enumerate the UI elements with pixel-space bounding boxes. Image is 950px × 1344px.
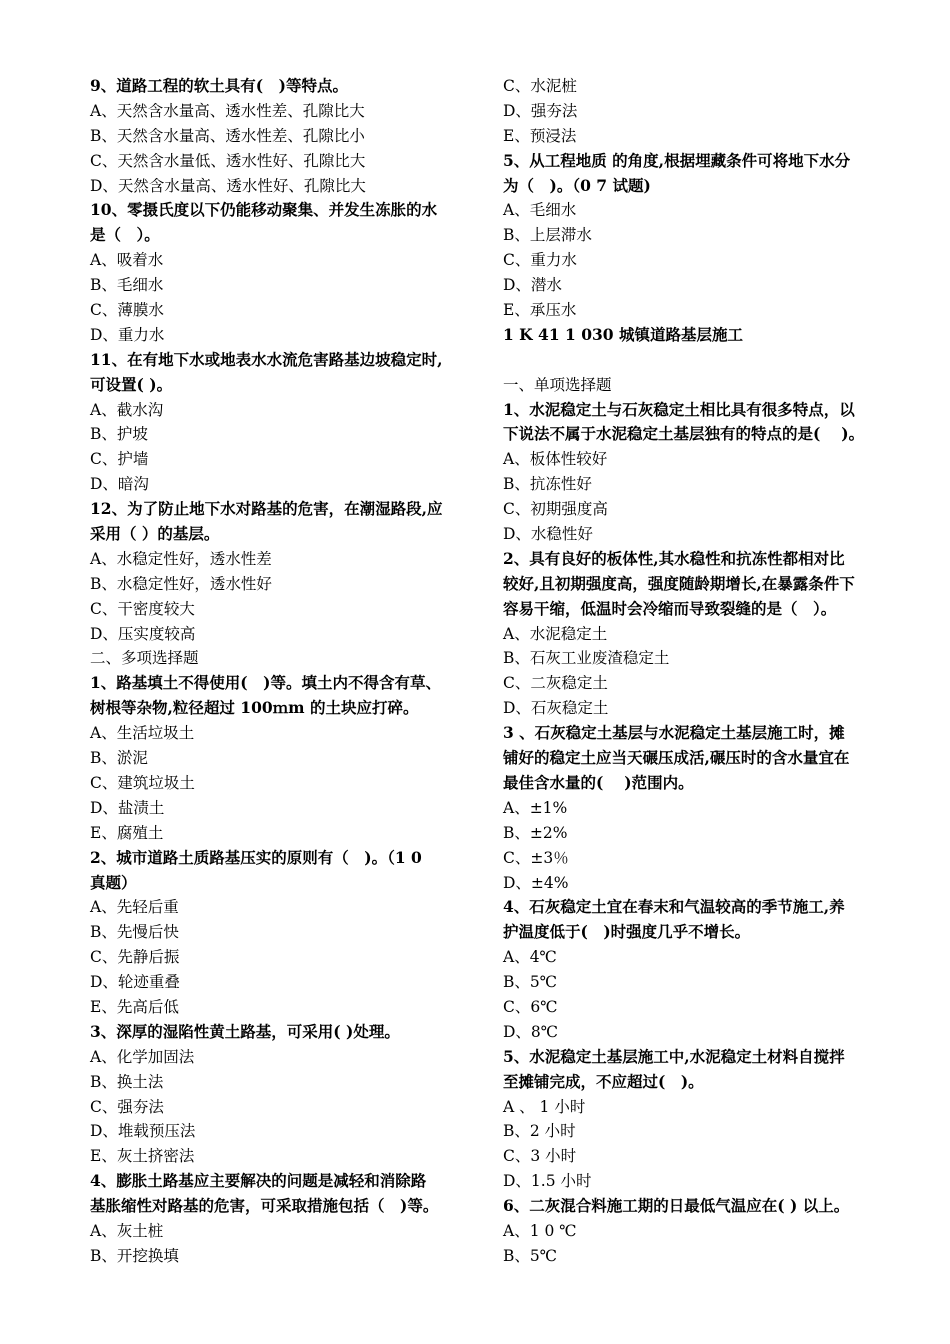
option-line: D、8℃ (503, 1022, 559, 1041)
question-line: 护温度低于( )时强度几乎不增长。 (503, 922, 751, 942)
question-line: 11、在有地下水或地表水水流危害路基边坡稳定时, (90, 349, 443, 369)
option-line: C、干密度较大 (90, 599, 195, 618)
question-line: 2、具有良好的板体性,其水稳性和抗冻性都相对比 (503, 548, 845, 568)
option-line: D、重力水 (90, 325, 165, 344)
question-line: 6、二灰混合料施工期的日最低气温应在( ) 以上。 (503, 1196, 850, 1216)
option-line: E、承压水 (503, 301, 577, 320)
blank-line (503, 348, 895, 373)
option-line: D、石灰稳定土 (503, 699, 609, 718)
question-line: 4、膨胀土路基应主要解决的问题是减轻和消除路 (90, 1171, 427, 1191)
question-line: 5、从工程地质 的角度,根据埋藏条件可将地下水分 (503, 150, 851, 170)
option-line: D、1.5 小时 (503, 1172, 592, 1191)
option-line: E、腐殖土 (90, 823, 164, 842)
question-line: 最佳含水量的( )范围内。 (503, 772, 694, 792)
question-line: 1、水泥稳定土与石灰稳定土相比具有很多特点，以 (503, 399, 855, 419)
question-line: 容易干缩，低温时会冷缩而导致裂缝的是（ ）。 (503, 598, 837, 618)
question-line: 是（ ）。 (90, 225, 160, 245)
option-line: D、水稳性好 (503, 525, 593, 544)
question-line: 3 、石灰稳定土基层与水泥稳定土基层施工时，摊 (503, 723, 845, 743)
option-line: C、二灰稳定土 (503, 674, 608, 693)
option-line: E、灰土挤密法 (90, 1147, 195, 1166)
option-line: B、±2% (503, 823, 568, 842)
question-line: 9、道路工程的软土具有( )等特点。 (90, 76, 348, 95)
option-line: A、灰土桩 (90, 1221, 164, 1240)
option-line: D、暗沟 (90, 475, 149, 494)
option-line: E、预浸法 (503, 126, 577, 145)
right-column (503, 74, 895, 1269)
option-line: D、强夯法 (503, 101, 578, 120)
option-line: C、3 小时 (503, 1147, 577, 1166)
option-line: B、水稳定性好，透水性好 (90, 574, 272, 593)
option-line: B、上层滞水 (503, 226, 592, 245)
question-line: 4、石灰稳定土宜在春末和气温较高的季节施工,养 (503, 897, 845, 917)
option-line: C、天然含水量低、透水性好、孔隙比大 (90, 151, 366, 170)
option-line: C、建筑垃圾土 (90, 773, 195, 792)
question-line: 3、深厚的湿陷性黄土路基，可采用( )处理。 (90, 1021, 400, 1041)
question-line: 为（ )。（0 7 试题) (503, 175, 651, 195)
option-line: C、初期强度高 (503, 500, 608, 519)
option-line: D、压实度较高 (90, 624, 196, 643)
option-line: B、护坡 (90, 425, 148, 444)
question-line: 采用（ ）的基层。 (90, 524, 220, 544)
question-line: 5、水泥稳定土基层施工中,水泥稳定土材料自搅拌 (503, 1046, 845, 1066)
option-line: A、先轻后重 (90, 898, 179, 917)
option-line: 一、单项选择题 (503, 375, 612, 394)
option-line: A、±1% (503, 798, 568, 817)
option-line: A 、 1 小时 (503, 1097, 586, 1116)
option-line: B、天然含水量高、透水性差、孔隙比小 (90, 126, 365, 145)
option-line: B、5℃ (503, 973, 558, 992)
option-line: C、±3％ (503, 848, 569, 867)
option-line: D、轮迹重叠 (90, 973, 180, 992)
option-line: D、潜水 (503, 276, 562, 295)
question-line: 2、城市道路土质路基压实的原则有（ )。（1 0 (90, 847, 422, 867)
question-line: 基胀缩性对路基的危害，可采取措施包括（ )等。 (90, 1196, 439, 1216)
option-line: 二、多项选择题 (90, 649, 199, 668)
option-line: B、换土法 (90, 1072, 164, 1091)
option-line: B、2 小时 (503, 1122, 576, 1141)
option-line: D、盐渍土 (90, 798, 165, 817)
option-line: B、先慢后快 (90, 923, 179, 942)
option-line: D、±4% (503, 873, 569, 892)
option-line: C、重力水 (503, 251, 577, 270)
option-line: B、开挖换填 (90, 1246, 179, 1265)
option-line: B、淤泥 (90, 749, 148, 768)
option-line: D、天然含水量高、透水性好、孔隙比大 (90, 176, 366, 195)
option-line: A、吸着水 (90, 251, 164, 270)
question-line: 1、路基填土不得使用( )等。填土内不得含有草、 (90, 673, 441, 693)
option-line: C、强夯法 (90, 1097, 164, 1116)
option-line: A、毛细水 (503, 201, 577, 220)
question-line: 1 K 41 1 030 城镇道路基层施工 (503, 324, 743, 344)
option-line: B、石灰工业废渣稳定土 (503, 649, 670, 668)
option-line: E、先高后低 (90, 997, 179, 1016)
option-line: A、生活垃圾土 (90, 724, 195, 743)
question-line: 至摊铺完成，不应超过( )。 (503, 1071, 704, 1091)
option-line: A、水泥稳定土 (503, 624, 608, 643)
option-line: B、毛细水 (90, 276, 164, 295)
question-line: 可设置( )。 (90, 374, 173, 394)
option-line: A、板体性较好 (503, 450, 608, 469)
option-line: A、4℃ (503, 948, 557, 967)
question-line: 铺好的稳定土应当天碾压成活,碾压时的含水量宜在 (503, 748, 850, 768)
option-line: C、护墙 (90, 450, 149, 469)
option-line: C、先静后振 (90, 948, 180, 967)
option-line: C、6℃ (503, 997, 558, 1016)
question-line: 树根等杂物,粒径超过 100ｍm 的土块应打碎。 (90, 698, 419, 718)
question-line: 10、零摄氏度以下仍能移动聚集、并发生冻胀的水 (90, 200, 438, 220)
option-line: A、水稳定性好，透水性差 (90, 549, 272, 568)
option-line: B、5℃ (503, 1246, 558, 1265)
option-line: B、抗冻性好 (503, 475, 592, 494)
option-line: C、水泥桩 (503, 77, 577, 95)
question-line: 12、为了防止地下水对路基的危害，在潮湿路段,应 (90, 499, 443, 519)
option-line: D、堆载预压法 (90, 1122, 196, 1141)
question-line: 下说法不属于水泥稳定土基层独有的特点的是( )。 (503, 424, 865, 444)
option-line: A、化学加固法 (90, 1047, 195, 1066)
question-line: 较好,且初期强度高，强度随龄期增长,在暴露条件下 (503, 573, 855, 593)
option-line: C、薄膜水 (90, 301, 164, 320)
question-line: 真题） (90, 872, 137, 892)
left-column (90, 74, 470, 1269)
option-line: A、1 0 ℃ (503, 1221, 577, 1240)
option-line: A、截水沟 (90, 400, 164, 419)
option-line: A、天然含水量高、透水性差、孔隙比大 (90, 101, 365, 120)
